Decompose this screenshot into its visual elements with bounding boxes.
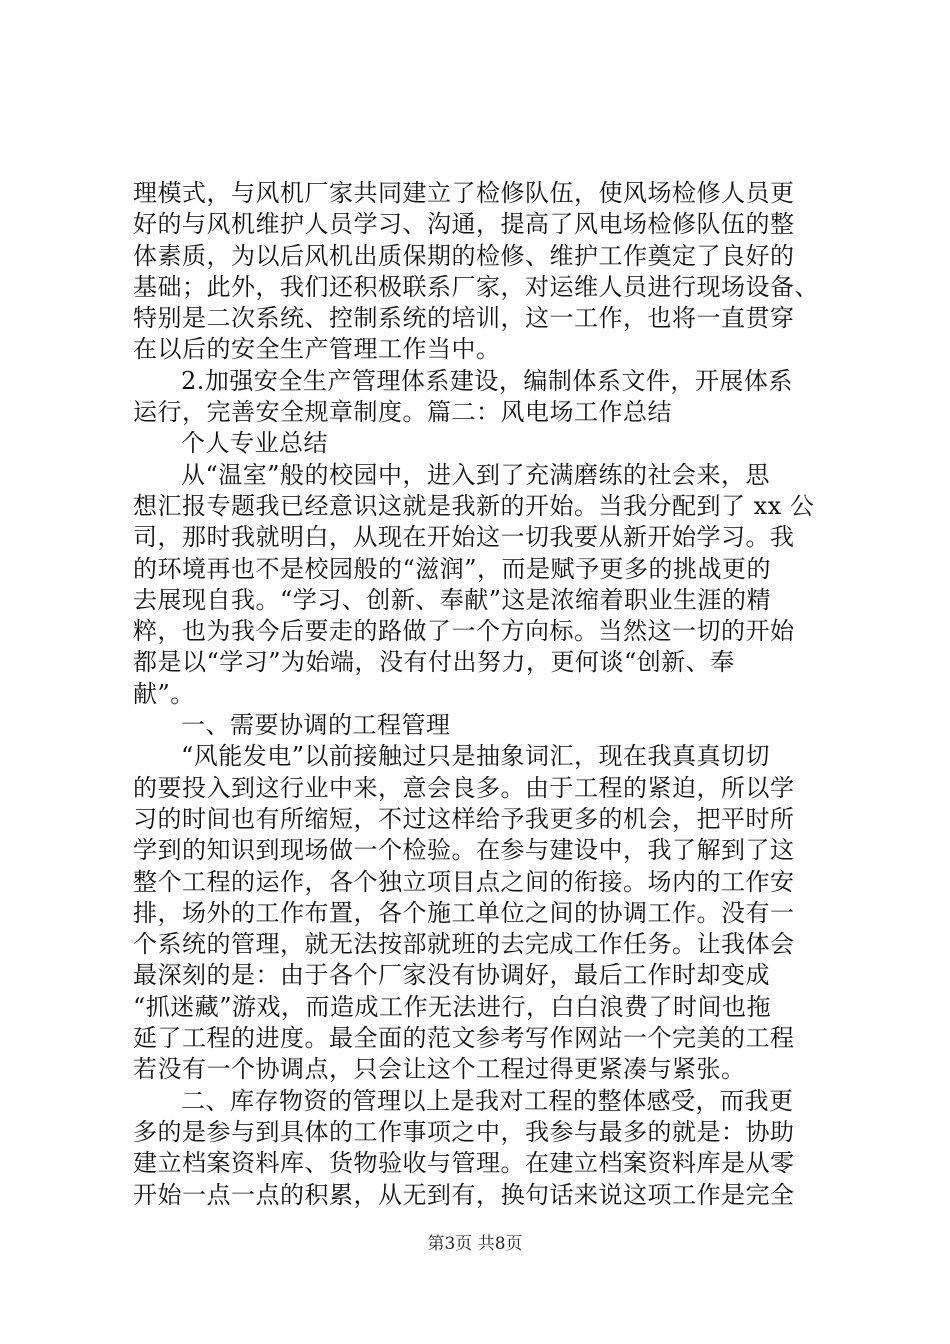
text-line: 整个工程的运作，各个独立项目点之间的衔接。场内的工作安 [133,867,795,896]
text-line: 粹，也为我今后要走的路做了一个方向标。当然这一切的开始 [133,617,795,646]
text-line: 特别是二次系统、控制系统的培训，这一工作，也将一直贯穿 [133,304,795,333]
text-line: 多的是参与到具体的工作事项之中，我参与最多的就是：协助 [133,1117,795,1146]
text-line: 在以后的安全生产管理工作当中。 [133,335,501,364]
page-footer: 第3页 共8页 [427,1234,523,1254]
text-line: 基础；此外，我们还积极联系厂家，对运维人员进行现场设备、 [133,272,819,301]
document-body [133,178,833,1211]
text-line: 都是以“学习”为始端，没有付出努力，更何谈“创新、奉 [133,648,735,677]
text-line: 建立档案资料库、货物验收与管理。在建立档案资料库是从零 [133,1149,795,1178]
text-line: 个人专业总结 [181,429,328,458]
text-line: 一、需要协调的工程管理 [181,711,451,740]
text-line: 二、库存物资的管理以上是我对工程的整体感受，而我更 [181,1086,794,1115]
text-line: 体素质，为以后风机出质保期的检修、维护工作奠定了良好的 [133,241,795,270]
text-line: 排，场外的工作布置，各个施工单位之间的协调工作。没有一 [133,898,795,927]
text-line: 学到的知识到现场做一个检验。在参与建设中，我了解到了这 [133,836,795,865]
text-line: “风能发电”以前接触过只是抽象词汇，现在我真真切切 [181,742,771,771]
text-line: 的环境再也不是校园般的“滋润”，而是赋予更多的挑战更的 [133,554,772,583]
text-line: 若没有一个协调点，只会让这个工程过得更紧凑与紧张。 [133,1055,746,1084]
text-line: 司，那时我就明白，从现在开始这一切我要从新开始学习。我 [133,523,795,552]
text-line: 理模式，与风机厂家共同建立了检修队伍，使风场检修人员更 [133,179,795,207]
text-line: 献”。 [133,679,195,708]
text-line: 延了工程的进度。最全面的范文参考写作网站一个完美的工程 [133,1024,795,1053]
text-line: 习的时间也有所缩短，不过这样给予我更多的机会，把平时所 [133,804,795,833]
text-line: “抓迷藏”游戏，而造成工作无法进行，白白浪费了时间也拖 [133,992,772,1021]
text-line: 好的与风机维护人员学习、沟通，提高了风电场检修队伍的整 [133,210,795,239]
text-line: 开始一点一点的积累，从无到有，换句话来说这项工作是完全 [133,1180,795,1209]
text-line: 想汇报专题我已经意识这就是我新的开始。当我分配到了 xx 公 [133,491,815,520]
text-line: 从“温室”般的校园中，进入到了充满磨练的社会来，思 [181,460,771,489]
text-line: 运行，完善安全规章制度。篇二：风电场工作总结 [133,398,672,427]
text-line: 最深刻的是：由于各个厂家没有协调好，最后工作时却变成 [133,961,770,990]
text-line: 去展现自我。“学习、创新、奉献”这是浓缩着职业生涯的精 [133,585,772,614]
text-line: 2.加强安全生产管理体系建设，编制体系文件，开展体系 [181,366,793,395]
text-line: 的要投入到这行业中来，意会良多。由于工程的紧迫，所以学 [133,773,795,802]
text-line: 个系统的管理，就无法按部就班的去完成工作任务。让我体会 [133,930,795,959]
